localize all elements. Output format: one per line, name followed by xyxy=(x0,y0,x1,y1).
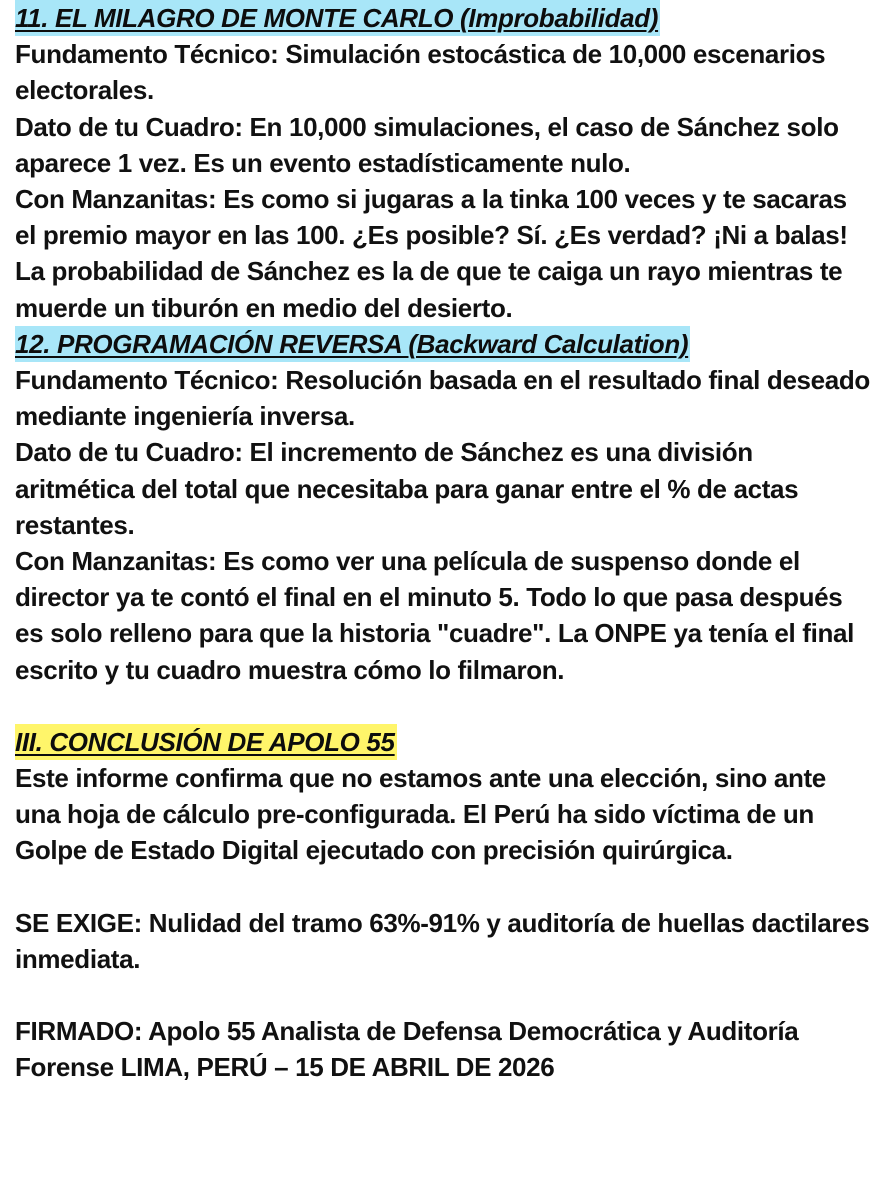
conclusion-heading: III. CONCLUSIÓN DE APOLO 55 xyxy=(15,724,397,760)
section-12-fundamento: Fundamento Técnico: Resolución basada en el resultado final deseado mediante ingeniería inversa. xyxy=(15,365,870,432)
section-12-manzanitas: Con Manzanitas: Es como ver una película de suspenso donde el director ya te contó el final en el minuto 5. Todo lo que pasa después es solo relleno para que la historia "cuadre". La ONPE ya tenía el final escrito y tu cuadro muestra cómo lo filmaron. xyxy=(15,546,854,685)
blank-line xyxy=(15,869,870,905)
section-12-heading: 12. PROGRAMACIÓN REVERSA (Backward Calculation) xyxy=(15,326,690,362)
section-11-dato: Dato de tu Cuadro: En 10,000 simulaciones, el caso de Sánchez solo aparece 1 vez. Es un evento estadísticamente nulo. xyxy=(15,111,839,178)
signature-paragraph: FIRMADO: Apolo 55 Analista de Defensa Democrática y Auditoría Forense LIMA, PERÚ – 15 DE ABRIL DE 2026 xyxy=(15,1016,799,1083)
section-11-heading: 11. EL MILAGRO DE MONTE CARLO (Improbabilidad) xyxy=(15,0,660,36)
section-11-manzanitas: Con Manzanitas: Es como si jugaras a la tinka 100 veces y te sacaras el premio mayor en las 100. ¿Es posible? Sí. ¿Es verdad? ¡Ni a balas! La probabilidad de Sánchez es la de que te caiga un rayo mientras te muerde un tiburón en medio del desierto. xyxy=(15,184,848,323)
section-11-fundamento: Fundamento Técnico: Simulación estocástica de 10,000 escenarios electorales. xyxy=(15,39,826,106)
section-12-dato: Dato de tu Cuadro: El incremento de Sánchez es una división aritmética del total que necesitaba para ganar entre el % de actas restantes. xyxy=(15,437,799,540)
blank-line xyxy=(15,688,870,724)
section-12 xyxy=(15,326,870,688)
conclusion-body: Este informe confirma que no estamos ante una elección, sino ante una hoja de cálculo pre-configurada. El Perú ha sido víctima de un Golpe de Estado Digital ejecutado con precisión quirúrgica. xyxy=(15,763,826,866)
demand-paragraph: SE EXIGE: Nulidad del tramo 63%-91% y auditoría de huellas dactilares inmediata. xyxy=(15,907,870,974)
section-11 xyxy=(15,0,870,326)
blank-line xyxy=(15,977,870,1013)
document-page xyxy=(15,0,870,1085)
conclusion-section xyxy=(15,724,870,1086)
